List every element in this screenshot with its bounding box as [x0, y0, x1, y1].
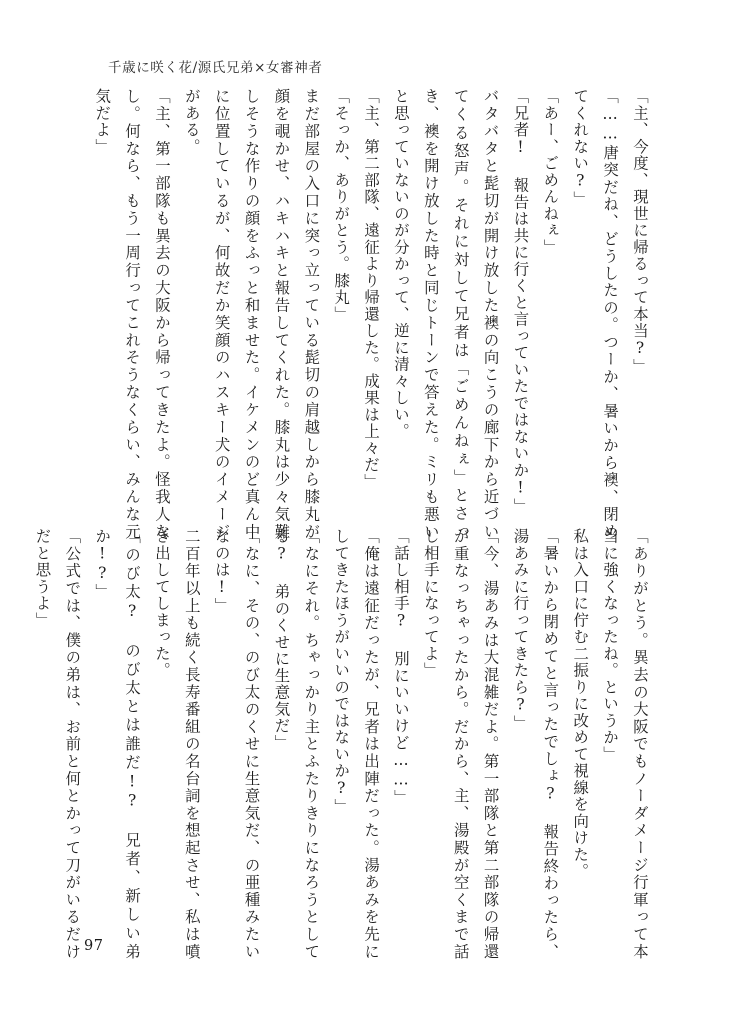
page-number: 97 — [84, 938, 104, 954]
paragraph: 私は入口に佇む二振りに改めて視線を向けた。 — [571, 528, 590, 880]
paragraph: 「話し相手? 別にいいけど……」 — [392, 528, 410, 807]
paragraph: 「そっか、ありがとう。膝丸」 — [332, 88, 351, 323]
paragraph: まだ部屋の入口に突っ立っている髭切の肩越しから膝丸が顔を覗かせ、ハキハキと報告してくれた。膝丸は少々気難しそうな作りの顔をふっと和ませた。イケメンのど真ん中に位置しているが、何故だか笑顔のハスキー犬のイメージがある。 — [182, 88, 321, 540]
paragraph: 「……唐突だね、どうしたの。つーか、暑いから襖、閉めてくれない?」 — [571, 88, 620, 540]
running-header: 千歳に咲く花/源氏兄弟×女審神者 — [108, 60, 323, 76]
paragraph: 「あー、ごめんねぇ」 — [541, 88, 560, 256]
paragraph: 「主、第一部隊も異去の大阪から帰ってきたよ。怪我人なし。何なら、もう一周行ってこれそうなくらい、みんな元気だよ」 — [93, 88, 171, 540]
paragraph: 「公式では、僕の弟は、お前と何とかって刀がいるだけだと思うよ」 — [33, 528, 82, 960]
paragraph: 「主、今度、現世に帰るって本当?」 — [631, 88, 649, 376]
paragraph: 「俺は遠征だったが、兄者は出陣だった。湯あみを先にしてきたほうがいいのではないか?」 — [332, 528, 381, 960]
paragraph: 二百年以上も続く長寿番組の名台詞を想起させ、私は噴き出してしまった。 — [153, 528, 201, 960]
paragraph: 「主、第二部隊、遠征より帰還した。成果は上々だ」 — [362, 88, 381, 490]
body-text-top-block — [93, 88, 654, 540]
paragraph: 「暑いから閉めてと言ったでしょ? 報告終わったら、湯あみに行ってきたら?」 — [511, 528, 560, 960]
paragraph: 「兄者! 報告は共に行くと言っていたではないか!」 — [511, 88, 530, 515]
paragraph: 「ありがとう。異去の大阪でもノーダメージ行軍って本当に強くなったね。というか」 — [601, 528, 649, 960]
paragraph: 「なにそれ。ちゃっかり主とふたりきりになろうとしてる? 弟のくせに生意気だ」 — [272, 528, 321, 960]
paragraph: 「今、湯あみは大混雑だよ。第一部隊と第二部隊の帰還が重なっちゃったから。だから、主、湯殿が空くまで話し相手になってよ」 — [421, 528, 500, 960]
paragraph: バタバタと髭切が開け放した襖の向こうの廊下から近づいてくる怒声。それに対して兄者は「ごめんねぇ」とさっき、襖を開け放した時と同じトーンで答えた。ミリも悪いと思っていないのが分かって、逆に清々しい。 — [392, 88, 500, 540]
paragraph: 「なに、その、のび太のくせに生意気だ、の亜種みたいなのは!」 — [212, 528, 261, 960]
paragraph: 「のび太? のび太とは誰だ!? 兄者、新しい弟か!?」 — [93, 528, 142, 960]
